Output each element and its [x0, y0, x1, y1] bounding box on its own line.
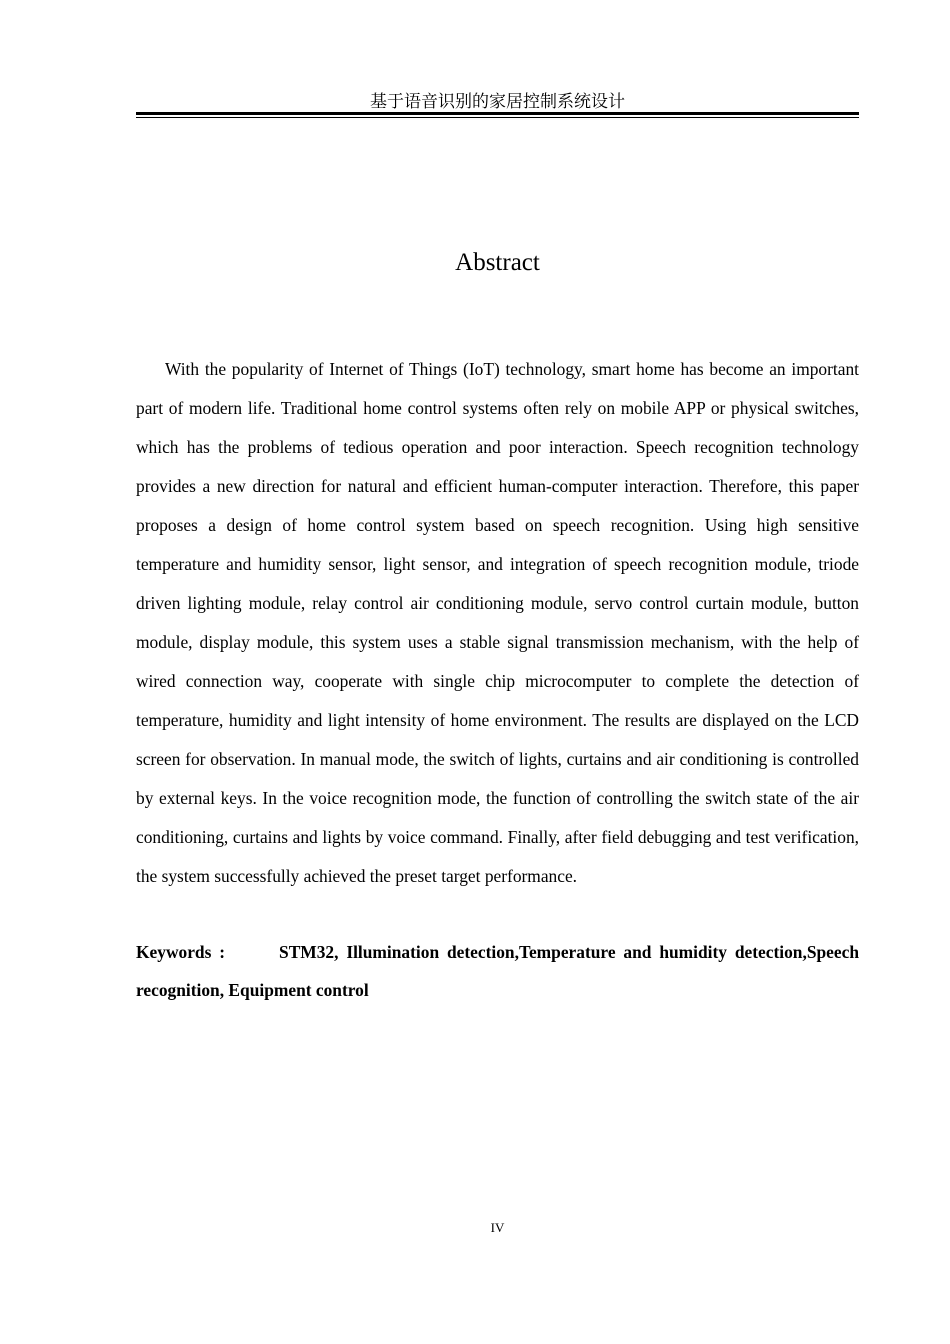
running-header-title: 基于语音识别的家居控制系统设计 — [370, 92, 625, 112]
page-number: IV — [490, 1220, 505, 1235]
keywords-label: Keywords : — [136, 942, 226, 962]
keywords-section — [136, 933, 859, 1009]
header-rule-thin — [136, 117, 859, 118]
keywords-text: STM32, Illumination detection,Temperature and humidity detection,Speech recognition, Equipment control — [136, 942, 859, 1000]
abstract-heading: Abstract — [455, 249, 540, 276]
abstract-paragraph: With the popularity of Internet of Things (IoT) technology, smart home has become an important part of modern life. Traditional home control systems often rely on mobile APP or physical switches, which has the problems of tedious operation and poor interaction. Speech recognition technology provides a new direction for natural and efficient human-computer interaction. Therefore, this paper proposes a design of home control system based on speech recognition. Using high sensitive temperature and humidity sensor, light sensor, and integration of speech recognition module, triode driven lighting module, relay control air conditioning module, servo control curtain module, button module, display module, this system uses a stable signal transmission mechanism, with the help of wired connection way, cooperate with single chip microcomputer to complete the detection of temperature, humidity and light intensity of home environment. The results are displayed on the LCD screen for observation. In manual mode, the switch of lights, curtains and air conditioning is controlled by external keys. In the voice recognition mode, the function of controlling the switch state of the air conditioning, curtains and lights by voice command. Finally, after field debugging and test verification, the system successfully achieved the preset target performance. — [136, 359, 859, 886]
header-rule-thick — [136, 112, 859, 115]
